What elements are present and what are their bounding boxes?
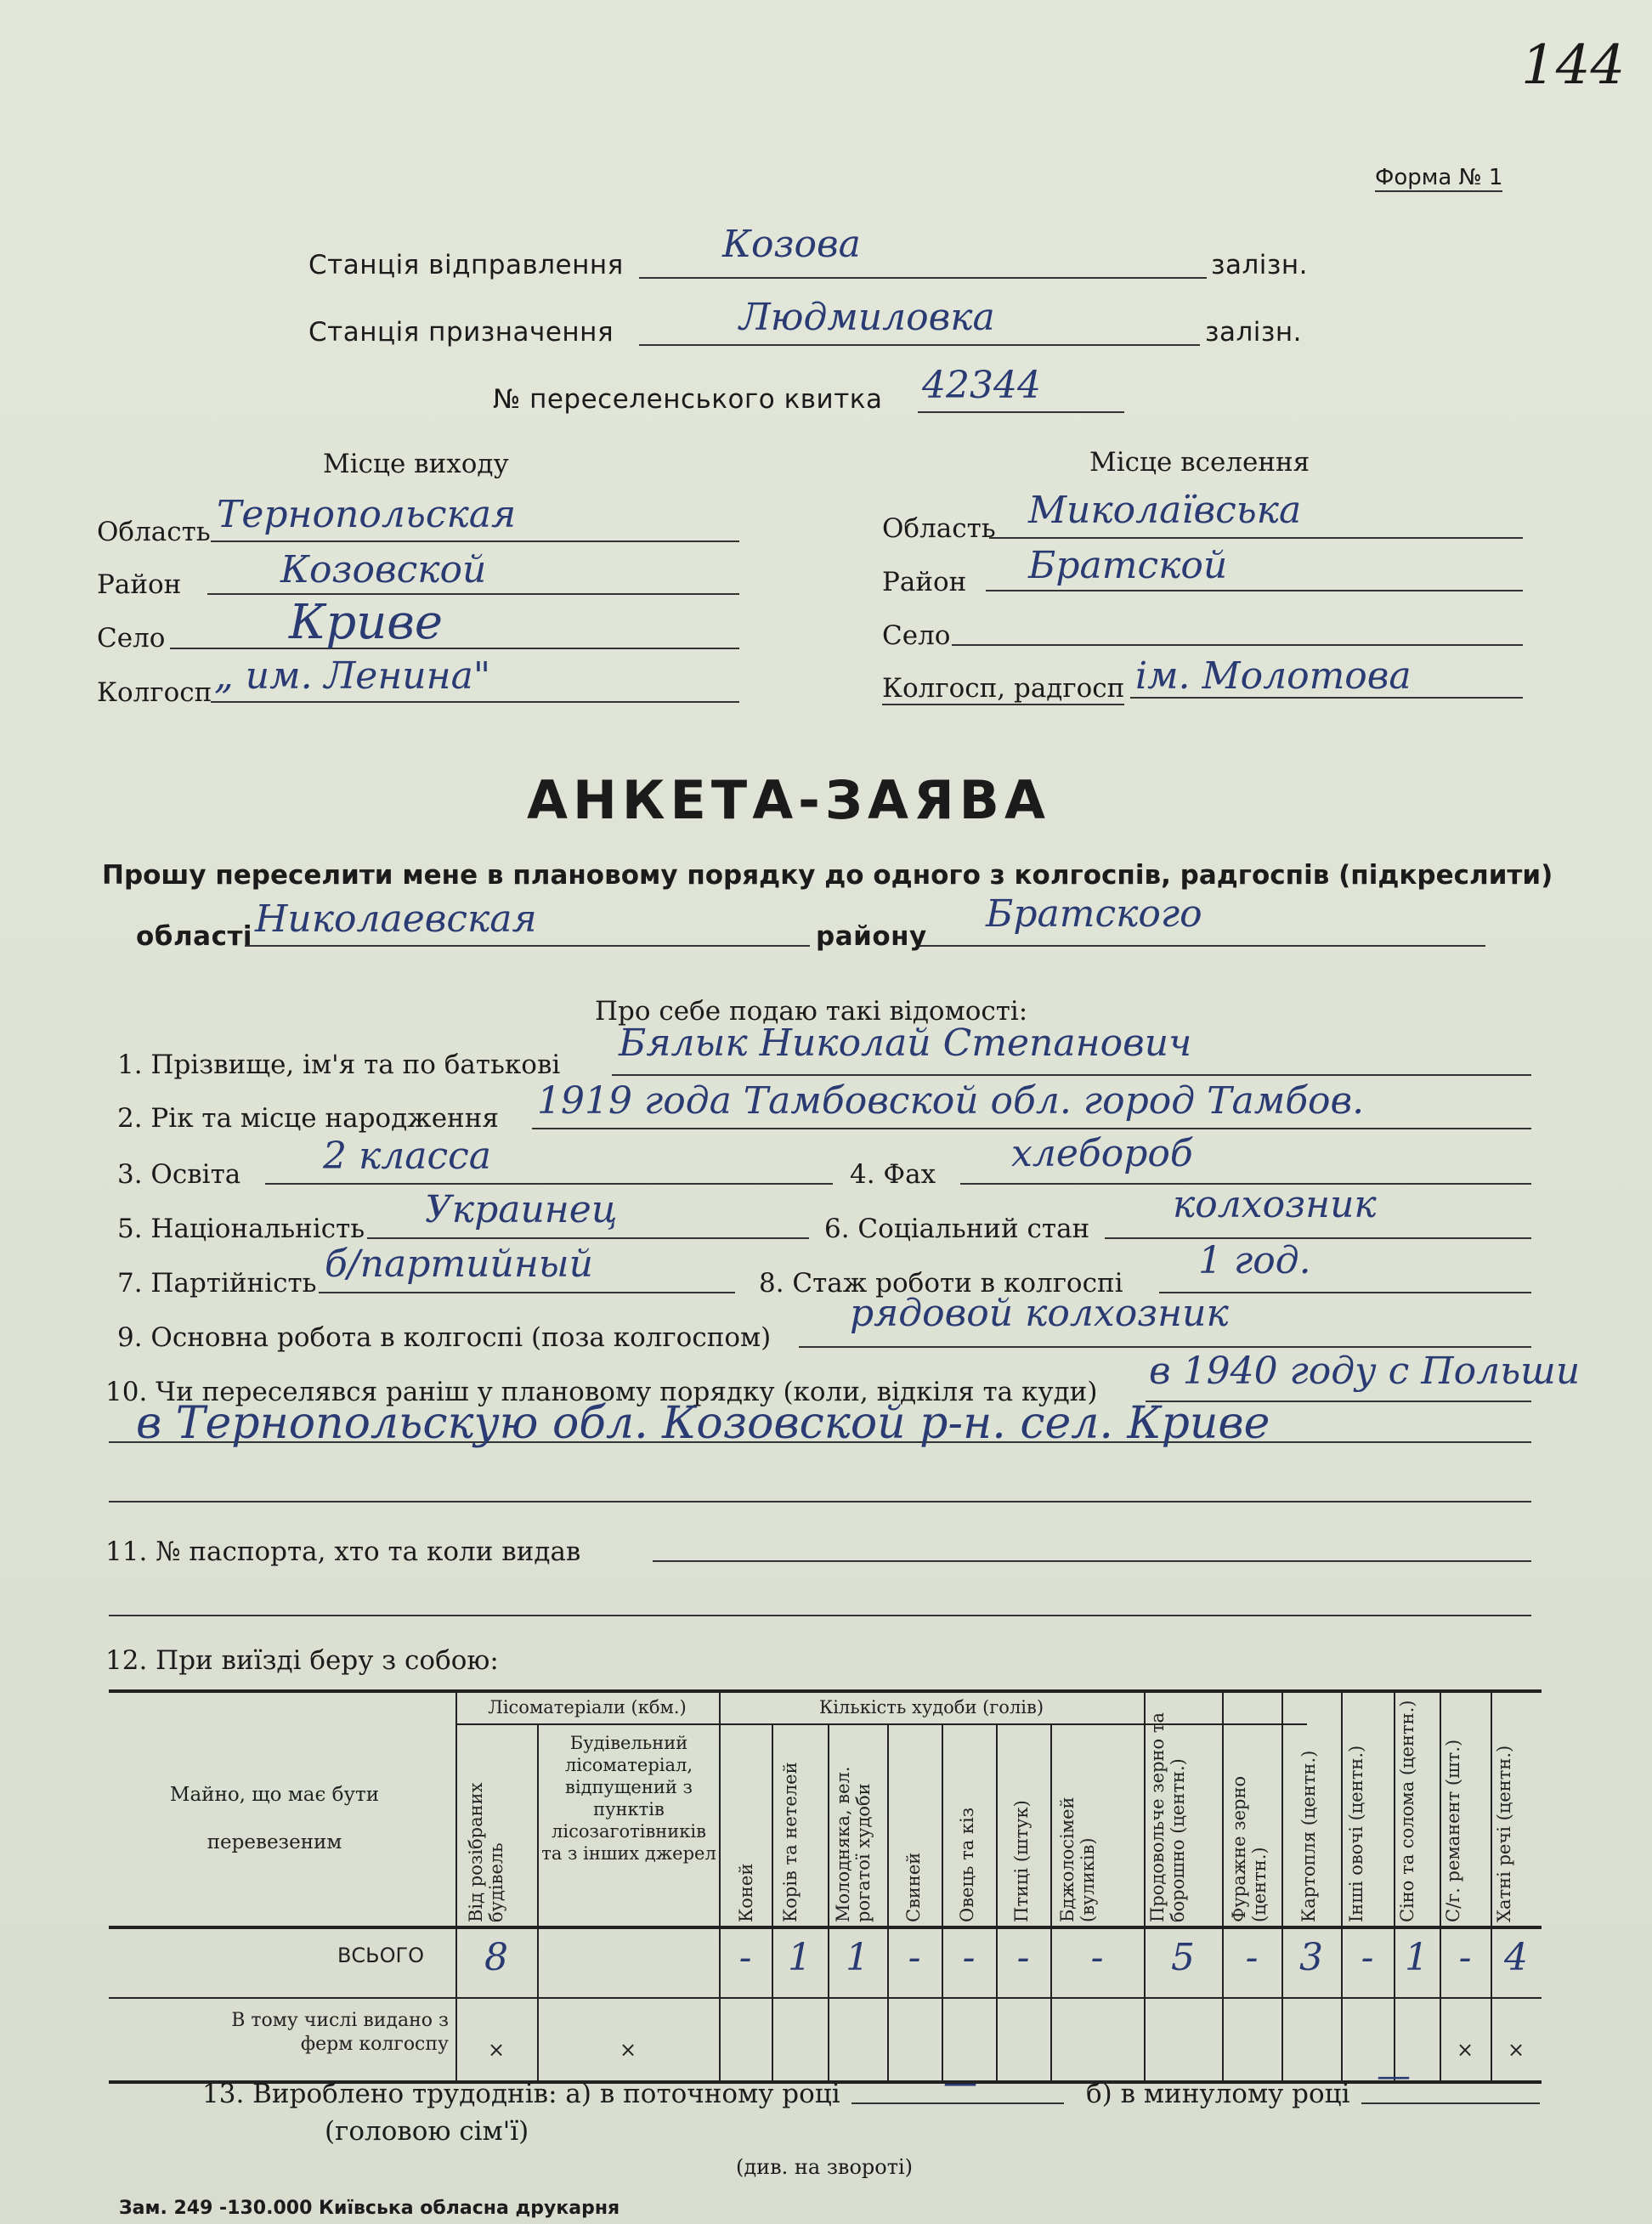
origin-heading: Місце виходу — [323, 449, 509, 479]
total-value-cell: 1 — [788, 1936, 812, 1979]
origin-selo-label: Село — [97, 623, 166, 654]
request-raion-value: Братского — [986, 892, 1202, 936]
field-6-label: 6. Соціальний стан — [824, 1214, 1090, 1244]
total-value-cell: - — [1016, 1936, 1030, 1979]
col-sheep: Овець та кіз — [957, 1807, 977, 1922]
origin-raion-value: Козовской — [280, 548, 487, 591]
farm-mark-cell: × — [487, 2038, 506, 2062]
request-text: Прошу переселити мене в плановому порядку до одного з колгоспів, радгоспів (підкреслити) — [102, 860, 1553, 891]
col-building: Будівельний лісоматеріал, відпущений з пунктів лісозаготівників та з інших джерел — [541, 1733, 716, 1864]
row-farm-label: В тому числі видано з ферм колгоспу — [231, 2010, 449, 2055]
col-hay: Сіно та солома (центн.) — [1397, 1700, 1417, 1922]
field-4-value: хлебороб — [1011, 1132, 1193, 1175]
form-number: Форма № 1 — [1375, 165, 1503, 190]
field-11-label: 11. № паспорта, хто та коли видав — [105, 1536, 581, 1567]
departure-suffix: залізн. — [1211, 250, 1309, 280]
departure-label: Станція відправлення — [308, 250, 624, 280]
total-value-cell: - — [908, 1936, 921, 1979]
field-3-label: 3. Освіта — [117, 1159, 241, 1190]
field-5-label: 5. Національність — [117, 1214, 365, 1244]
total-value-cell: 8 — [484, 1936, 508, 1979]
origin-kolhosp-label: Колгосп — [97, 677, 212, 708]
destination-raion-label: Район — [882, 567, 967, 597]
total-value-cell: 1 — [846, 1936, 869, 1979]
col-fodder: Фуражне зерно (центн.) — [1229, 1775, 1270, 1922]
printer-imprint: Зам. 249 -130.000 Київська обласна друкарня — [119, 2198, 620, 2219]
col-bees: Бджолосімей (вуликів) — [1057, 1797, 1098, 1922]
col-grain: Продовольче зерно та борошно (центн.) — [1147, 1712, 1188, 1922]
destination-suffix: залізн. — [1205, 317, 1303, 348]
destination-kolhosp-value: ім. Молотова — [1135, 654, 1412, 698]
field-1-label: 1. Прізвище, ім'я та по батькові — [117, 1050, 561, 1080]
total-value-cell: - — [738, 1936, 752, 1979]
col-cows: Корів та нетелей — [780, 1762, 801, 1922]
total-value-cell: - — [1361, 1936, 1374, 1979]
col-house: Хатні речі (центн.) — [1494, 1745, 1514, 1922]
field-9-label: 9. Основна робота в колгоспі (поза колгоспом) — [117, 1322, 772, 1353]
total-value-cell: - — [1245, 1936, 1259, 1979]
workdays-prev-label: б) в минулому році — [1086, 2079, 1350, 2109]
field-7-value: б/партийный — [325, 1242, 593, 1286]
livestock-group-header: Кількість худоби (голів) — [818, 1697, 1044, 1718]
total-value-cell: - — [1090, 1936, 1104, 1979]
col-potato: Картопля (центн.) — [1298, 1750, 1319, 1922]
footer-note: (див. на звороті) — [736, 2155, 914, 2179]
field-8-label: 8. Стаж роботи в колгоспі — [759, 1268, 1123, 1299]
total-value-cell: 5 — [1171, 1936, 1195, 1979]
property-header: Майно, що має бути перевезеним — [169, 1784, 380, 1853]
field-1-value: Бялык Николай Степанович — [619, 1021, 1192, 1065]
request-oblast-value: Николаевская — [255, 897, 537, 941]
farm-mark-cell: × — [619, 2038, 637, 2062]
archive-page-number: 144 — [1521, 34, 1626, 97]
field-10-label: 10. Чи переселявся раніш у плановому порядку (коли, відкіля та куди) — [105, 1377, 1098, 1407]
destination-oblast-label: Область — [882, 513, 996, 544]
col-young: Молодняка, вел. рогатої худоби — [833, 1766, 874, 1922]
col-horses: Коней — [736, 1863, 756, 1922]
destination-selo-label: Село — [882, 620, 951, 651]
origin-oblast-value: Тернопольская — [217, 493, 517, 536]
workdays-label: 13. Вироблено трудоднів: а) в поточному році — [202, 2079, 840, 2109]
field-10-value-a: в 1940 году с Польши — [1149, 1350, 1581, 1393]
request-oblast-label: області — [136, 921, 253, 952]
destination-value: Людмиловка — [739, 296, 995, 339]
ticket-value: 42344 — [922, 364, 1041, 407]
col-tools: С/г. реманент (шт.) — [1443, 1739, 1463, 1922]
document-title: АНКЕТА-ЗАЯВА — [527, 769, 1050, 831]
destination-raion-value: Братской — [1028, 544, 1228, 587]
total-value-cell: - — [1458, 1936, 1472, 1979]
destination-kolhosp-label: Колгосп, радгосп — [882, 673, 1125, 704]
field-6-value: колхозник — [1173, 1183, 1377, 1226]
field-12-label: 12. При виїзді беру з собою: — [105, 1645, 499, 1676]
col-dismantled: Від розібраних будівель — [466, 1782, 506, 1922]
farm-mark-cell: × — [1456, 2038, 1474, 2062]
origin-oblast-label: Область — [97, 517, 211, 547]
farm-mark-cell: × — [1507, 2038, 1525, 2062]
origin-selo-value: Криве — [289, 595, 443, 650]
departure-value: Козова — [722, 223, 861, 266]
col-pigs: Свиней — [903, 1852, 924, 1922]
field-9-value: рядовой колхозник — [850, 1292, 1229, 1335]
destination-heading: Місце вселення — [1089, 447, 1310, 478]
destination-label: Станція призначення — [308, 317, 614, 348]
destination-oblast-value: Миколаївська — [1028, 489, 1302, 532]
workdays-prev-value: — — [1377, 2057, 1411, 2096]
row-total-label: ВСЬОГО — [337, 1944, 425, 1967]
col-veg: Інші овочі (центн.) — [1346, 1745, 1366, 1922]
field-8-value: 1 год. — [1198, 1239, 1311, 1282]
property-table — [109, 1689, 1542, 2084]
about-self: Про себе подаю такі відомості: — [595, 996, 1028, 1027]
origin-kolhosp-value: „ им. Ленина" — [214, 654, 491, 698]
total-value-cell: - — [962, 1936, 976, 1979]
timber-group-header: Лісоматеріали (кбм.) — [488, 1697, 687, 1718]
ticket-label: № переселенського квитка — [493, 384, 883, 415]
workdays-current-value: — — [943, 2063, 977, 2102]
col-poultry: Птиці (штук) — [1011, 1800, 1032, 1922]
workdays-sub: (головою сім'ї) — [325, 2116, 529, 2147]
field-2-label: 2. Рік та місце народження — [117, 1103, 499, 1134]
total-value-cell: 4 — [1504, 1936, 1528, 1979]
field-7-label: 7. Партійність — [117, 1268, 317, 1299]
total-value-cell: 1 — [1405, 1936, 1429, 1979]
field-10-value-b: в Тернопольскую обл. Козовской р-н. сел. Криве — [136, 1398, 1270, 1449]
field-4-label: 4. Фах — [850, 1159, 936, 1190]
total-value-cell: 3 — [1299, 1936, 1323, 1979]
field-5-value: Украинец — [425, 1188, 618, 1231]
request-raion-label: району — [816, 921, 927, 952]
field-2-value: 1919 года Тамбовской обл. город Тамбов. — [537, 1079, 1365, 1123]
origin-raion-label: Район — [97, 569, 182, 600]
field-3-value: 2 класса — [323, 1135, 492, 1178]
